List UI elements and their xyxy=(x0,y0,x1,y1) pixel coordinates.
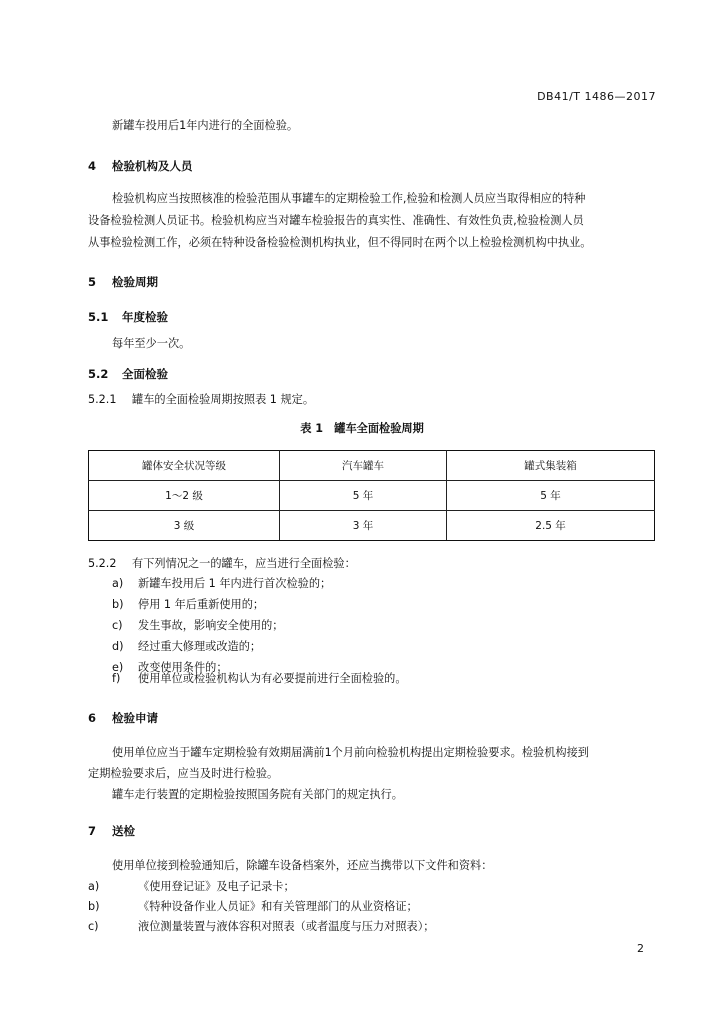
list-item xyxy=(112,573,331,595)
clause-5-2-2 xyxy=(88,553,356,575)
clause-text: 有下列情况之一的罐车，应当进行全面检验： xyxy=(132,557,356,570)
section-number: 4 xyxy=(88,159,97,173)
page-number: 2 xyxy=(637,942,644,955)
paragraph-line: 使用单位接到检验通知后，除罐车设备档案外，还应当携带以下文件和资料： xyxy=(112,859,493,872)
subsection-title: 全面检验 xyxy=(122,367,168,381)
section-title: 检验机构及人员 xyxy=(112,159,193,173)
clause-number: 5.2.2 xyxy=(88,557,117,570)
table-row xyxy=(89,481,655,511)
table-title: 表 1 罐车全面检验周期 xyxy=(300,422,424,435)
table-header-cell: 罐式集装箱 xyxy=(447,451,655,481)
section-number: 7 xyxy=(88,824,97,838)
list-item xyxy=(112,594,264,616)
paragraph-line: 检验机构应当按照核准的检验范围从事罐车的定期检验工作,检验和检测人员应当取得相应的特种 xyxy=(112,192,586,205)
list-marker: f) xyxy=(112,672,121,685)
table-header-row xyxy=(89,451,655,481)
section-number: 6 xyxy=(88,711,97,725)
table-cell: 5 年 xyxy=(280,481,447,511)
section-6-heading xyxy=(88,710,158,726)
clause-5-2-1 xyxy=(88,389,314,411)
clause-number: 5.2.1 xyxy=(88,393,117,406)
list-text: 使用单位或检验机构认为有必要提前进行全面检验的。 xyxy=(138,672,407,685)
paragraph-line: 从事检验检测工作，必须在特种设备检验检测机构执业，但不得同时在两个以上检验检测机构中执业。 xyxy=(88,236,592,249)
table-cell: 3 级 xyxy=(89,511,280,541)
list-item xyxy=(112,615,283,637)
table-cell: 1～2 级 xyxy=(89,481,280,511)
paragraph-line: 使用单位应当于罐车定期检验有效期届满前1个月前向检验机构提出定期检验要求。检验机构接到 xyxy=(112,746,589,759)
section-4-heading xyxy=(88,158,193,174)
section-title: 检验周期 xyxy=(112,275,158,289)
list-marker: b) xyxy=(112,598,124,611)
list-text: 发生事故，影响安全使用的； xyxy=(138,619,284,632)
section-title: 送检 xyxy=(112,824,135,838)
paragraph-line: 每年至少一次。 xyxy=(112,337,191,350)
paragraph-line: 设备检验检测人员证书。检验机构应当对罐车检验报告的真实性、准确性、有效性负责,检验检测人员 xyxy=(88,214,584,227)
subsection-number: 5.1 xyxy=(88,310,109,324)
list-item xyxy=(112,636,261,658)
list-marker: a) xyxy=(112,577,124,590)
subsection-5-2-heading xyxy=(88,366,168,382)
list-text: 经过重大修理或改造的； xyxy=(138,640,262,653)
list-text: 新罐车投用后 1 年内进行首次检验的； xyxy=(138,577,332,590)
list-marker: a) xyxy=(88,880,100,893)
list-marker: b) xyxy=(88,900,100,913)
standard-code: DB41/T 1486—2017 xyxy=(537,90,656,103)
intro-line: 新罐车投用后1年内进行的全面检验。 xyxy=(112,119,299,132)
table-cell: 5 年 xyxy=(447,481,655,511)
list-item xyxy=(88,876,295,898)
list-marker: e) xyxy=(112,661,124,674)
inspection-period-table xyxy=(88,450,655,541)
list-marker: d) xyxy=(112,640,124,653)
list-text: 《特种设备作业人员证》和有关管理部门的从业资格证； xyxy=(138,900,418,913)
section-title: 检验申请 xyxy=(112,711,158,725)
list-marker: c) xyxy=(88,920,99,933)
list-text: 液位测量装置与液体容积对照表（或者温度与压力对照表）； xyxy=(138,920,435,933)
table-cell: 2.5 年 xyxy=(447,511,655,541)
list-text: 改变使用条件的； xyxy=(138,661,228,674)
section-7-heading xyxy=(88,823,135,839)
section-number: 5 xyxy=(88,275,97,289)
list-text: 《使用登记证》及电子记录卡； xyxy=(138,880,295,893)
list-item xyxy=(112,668,407,690)
table-header-cell: 汽车罐车 xyxy=(280,451,447,481)
paragraph-line: 罐车走行装置的定期检验按照国务院有关部门的规定执行。 xyxy=(112,788,403,801)
list-marker: c) xyxy=(112,619,123,632)
list-item xyxy=(88,916,434,938)
subsection-5-1-heading xyxy=(88,309,168,325)
clause-text: 罐车的全面检验周期按照表 1 规定。 xyxy=(132,393,315,406)
subsection-title: 年度检验 xyxy=(122,310,168,324)
paragraph-line: 定期检验要求后，应当及时进行检验。 xyxy=(88,767,279,780)
list-item xyxy=(88,896,418,918)
list-text: 停用 1 年后重新使用的； xyxy=(138,598,265,611)
table-header-cell: 罐体安全状况等级 xyxy=(89,451,280,481)
section-5-heading xyxy=(88,274,158,290)
subsection-number: 5.2 xyxy=(88,367,109,381)
table-cell: 3 年 xyxy=(280,511,447,541)
table-row xyxy=(89,511,655,541)
